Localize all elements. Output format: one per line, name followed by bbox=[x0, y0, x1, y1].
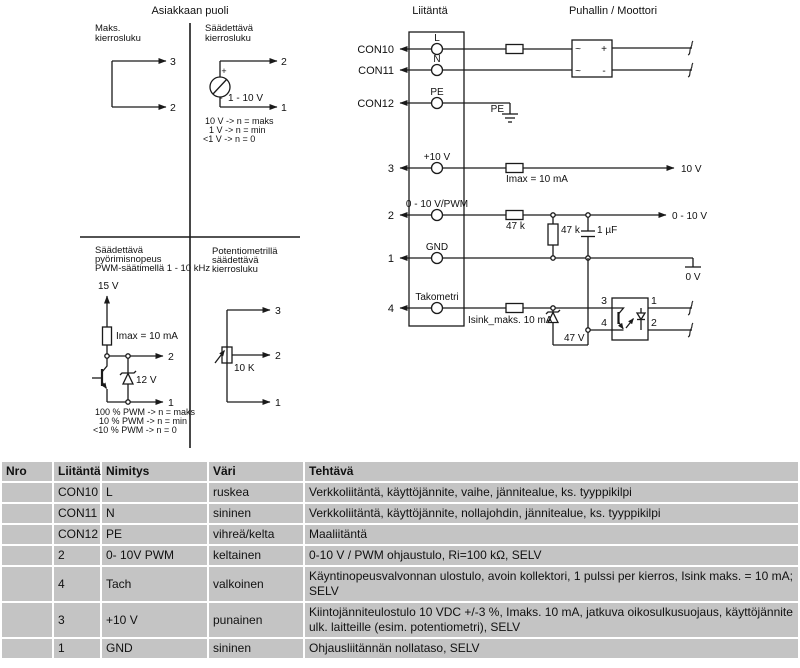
pwm-imax-label: Imax = 10 mA bbox=[116, 331, 178, 342]
max-speed-title-2: kierrosluku bbox=[95, 33, 141, 44]
cell-nro bbox=[2, 483, 52, 502]
cell-tehtava: Ohjausliitännän nollataso, SELV bbox=[305, 639, 798, 658]
imax-label: Imax = 10 mA bbox=[506, 174, 568, 185]
shunt-resistor-label: 47 k bbox=[561, 225, 580, 236]
pot-pin-1: 1 bbox=[275, 397, 281, 409]
cell-liitanta: 3 bbox=[54, 603, 100, 637]
pwm-note-3: <10 % PWM -> n = 0 bbox=[93, 425, 177, 435]
opto-pin-3: 3 bbox=[601, 295, 607, 307]
resistor-icon bbox=[506, 211, 523, 220]
ext-label-1: 1 bbox=[387, 253, 394, 265]
motor-block bbox=[572, 40, 693, 77]
ext-label-con11: CON11 bbox=[358, 65, 394, 77]
max-speed-circuit bbox=[112, 61, 166, 107]
pe-ground-label: PE bbox=[490, 104, 504, 115]
terminal-label-gnd: GND bbox=[425, 242, 449, 253]
motor-ac-top: ~ bbox=[575, 44, 581, 55]
adjustable-note-3: <1 V -> n = 0 bbox=[203, 134, 256, 144]
pot-pin-3: 3 bbox=[275, 305, 281, 317]
cell-nimitys: GND bbox=[102, 639, 207, 658]
resistor-icon bbox=[103, 327, 112, 345]
opto-pin-4: 4 bbox=[601, 317, 607, 329]
cell-liitanta: 4 bbox=[54, 567, 100, 601]
zero-v-label: 0 V bbox=[685, 272, 701, 283]
connector-header: Liitäntä bbox=[412, 5, 448, 17]
out-10v-label: 10 V bbox=[681, 164, 702, 175]
cell-nro bbox=[2, 567, 52, 601]
ground-row bbox=[443, 256, 702, 267]
isink-label: Isink_maks. 10 mA bbox=[468, 315, 553, 326]
source-minus-sign: - bbox=[219, 93, 223, 104]
fuse-icon bbox=[506, 45, 523, 54]
ext-label-3: 3 bbox=[387, 163, 394, 175]
table-row-10v bbox=[2, 603, 798, 637]
mains-wiring bbox=[443, 45, 573, 123]
adjustable-title-2: kierrosluku bbox=[205, 33, 251, 44]
capacitor-label: 1 µF bbox=[597, 225, 618, 236]
cell-liitanta: 2 bbox=[54, 546, 100, 565]
adjustable-note-2: 1 V -> n = min bbox=[209, 125, 266, 135]
motor-ac-bottom: ~ bbox=[575, 66, 581, 77]
cell-nro bbox=[2, 525, 52, 544]
adjustable-title-1: Säädettävä bbox=[205, 23, 254, 34]
source-value: 1 - 10 V bbox=[228, 93, 264, 104]
pwm-title-1: Säädettävä bbox=[95, 245, 144, 256]
pwm-note-1: 100 % PWM -> n = maks bbox=[95, 407, 196, 417]
terminal-pwm bbox=[432, 210, 443, 221]
col-header-vari: Väri bbox=[209, 462, 303, 481]
ext-label-con12: CON12 bbox=[357, 98, 394, 110]
adjustable-pin-1: 1 bbox=[281, 102, 287, 114]
max-speed-title-1: Maks. bbox=[95, 23, 121, 34]
cell-tehtava: Verkkoliitäntä, käyttöjännite, vaihe, jännitealue, ks. tyyppikilpi bbox=[305, 483, 798, 502]
control-input-row bbox=[443, 211, 667, 259]
cell-vari: valkoinen bbox=[209, 567, 303, 601]
pot-title-3: kierrosluku bbox=[212, 264, 258, 275]
ext-label-con10: CON10 bbox=[357, 44, 394, 56]
cell-tehtava: Kiintojänniteulostulo 10 VDC +/-3 %, Imaks. 10 mA, jatkuva oikosulkusuojaus, käyttöjännite ulk. laitteille (esim. potentiometri), SELV bbox=[305, 603, 798, 637]
pwm-pin-2: 2 bbox=[168, 351, 174, 363]
resistor-icon bbox=[548, 224, 558, 245]
cell-nimitys: N bbox=[102, 504, 207, 523]
terminal-N bbox=[432, 65, 443, 76]
table-row-pwm bbox=[2, 546, 798, 565]
customer-panel-divider bbox=[80, 23, 300, 448]
cell-nimitys: +10 V bbox=[102, 603, 207, 637]
cell-liitanta: 1 bbox=[54, 639, 100, 658]
connection-table bbox=[0, 460, 800, 660]
cell-nro bbox=[2, 639, 52, 658]
table-row-con10 bbox=[2, 483, 798, 502]
cell-vari: punainen bbox=[209, 603, 303, 637]
cell-vari: sininen bbox=[209, 504, 303, 523]
connector-box bbox=[400, 32, 464, 326]
col-header-tehtava: Tehtävä bbox=[305, 462, 798, 481]
max-speed-pin-2: 2 bbox=[170, 102, 176, 114]
terminal-label-N: N bbox=[433, 54, 441, 65]
pwm-supply-label: 15 V bbox=[98, 281, 119, 292]
terminal-tach bbox=[432, 303, 443, 314]
col-header-nro: Nro bbox=[2, 462, 52, 481]
resistor-icon bbox=[506, 164, 523, 173]
resistor-icon bbox=[506, 304, 523, 313]
adjustable-pin-2: 2 bbox=[281, 56, 287, 68]
cell-nro bbox=[2, 504, 52, 523]
customer-side-header: Asiakkaan puoli bbox=[151, 5, 229, 17]
zener47-label: 47 V bbox=[564, 333, 585, 344]
ten-volt-output bbox=[443, 164, 675, 173]
adjustable-note-1: 10 V -> n = maks bbox=[205, 116, 274, 126]
cell-nimitys: Tach bbox=[102, 567, 207, 601]
terminal-label-PE: PE bbox=[430, 87, 444, 98]
terminal-gnd bbox=[432, 253, 443, 264]
ext-label-2: 2 bbox=[387, 210, 394, 222]
cell-vari: ruskea bbox=[209, 483, 303, 502]
cell-tehtava: Maaliitäntä bbox=[305, 525, 798, 544]
cell-nimitys: L bbox=[102, 483, 207, 502]
terminal-label-tach: Takometri bbox=[415, 292, 459, 303]
table-row-gnd bbox=[2, 639, 798, 658]
pot-value-label: 10 K bbox=[234, 363, 255, 374]
out-0-10v-label: 0 - 10 V bbox=[672, 211, 708, 222]
pwm-title-3: PWM-säätimellä 1 - 10 kHz bbox=[95, 263, 211, 274]
table-row-con12 bbox=[2, 525, 798, 544]
col-header-nimitys: Nimitys bbox=[102, 462, 207, 481]
tachometer-row bbox=[443, 258, 613, 345]
terminal-PE bbox=[432, 98, 443, 109]
motor-minus: - bbox=[602, 66, 606, 77]
terminal-label-pwm: 0 - 10 V/PWM bbox=[405, 199, 469, 210]
cell-tehtava: Verkkoliitäntä, käyttöjännite, nollajohdin, jännitealue, ks. tyyppikilpi bbox=[305, 504, 798, 523]
cell-tehtava: 0-10 V / PWM ohjaustulo, Ri=100 kΩ, SELV bbox=[305, 546, 798, 565]
terminal-label-10v: +10 V bbox=[423, 152, 451, 163]
cell-nro bbox=[2, 603, 52, 637]
pwm-note-2: 10 % PWM -> n = min bbox=[99, 416, 188, 426]
cell-liitanta: CON11 bbox=[54, 504, 100, 523]
fan-motor-header: Puhallin / Moottori bbox=[568, 5, 658, 17]
table-row-tach bbox=[2, 567, 798, 601]
terminal-10v bbox=[432, 163, 443, 174]
opto-pin-2: 2 bbox=[651, 317, 657, 329]
pot-title-1: Potentiometrillä bbox=[212, 246, 278, 257]
source-plus-sign: + bbox=[221, 66, 227, 76]
cell-liitanta: CON12 bbox=[54, 525, 100, 544]
terminal-label-L: L bbox=[434, 33, 440, 44]
pwm-zener-label: 12 V bbox=[136, 375, 157, 386]
motor-plus: + bbox=[601, 44, 607, 55]
pot-title-2: säädettävä bbox=[212, 255, 259, 266]
cell-nimitys: 0- 10V PWM bbox=[102, 546, 207, 565]
cell-tehtava: Käyntinopeusvalvonnan ulostulo, avoin kollektori, 1 pulssi per kierros, Isink maks. = 10 mA; SELV bbox=[305, 567, 798, 601]
cell-vari: keltainen bbox=[209, 546, 303, 565]
table-row-con11 bbox=[2, 504, 798, 523]
cell-vari: sininen bbox=[209, 639, 303, 658]
opto-pin-1: 1 bbox=[651, 295, 657, 307]
ext-label-4: 4 bbox=[387, 303, 394, 315]
pwm-title-2: pyörimisnopeus bbox=[95, 254, 162, 265]
cell-liitanta: CON10 bbox=[54, 483, 100, 502]
pot-pin-2: 2 bbox=[275, 350, 281, 362]
pwm-pin-1: 1 bbox=[168, 397, 174, 409]
pwm-circuit bbox=[92, 296, 163, 404]
col-header-liitanta: Liitäntä bbox=[54, 462, 100, 481]
cell-nimitys: PE bbox=[102, 525, 207, 544]
series-resistor-label: 47 k bbox=[506, 221, 525, 232]
potentiometer-circuit bbox=[215, 310, 270, 402]
table-header-row bbox=[2, 462, 798, 481]
terminal-L bbox=[432, 44, 443, 55]
cell-nro bbox=[2, 546, 52, 565]
max-speed-pin-3: 3 bbox=[170, 56, 176, 68]
cell-vari: vihreä/kelta bbox=[209, 525, 303, 544]
